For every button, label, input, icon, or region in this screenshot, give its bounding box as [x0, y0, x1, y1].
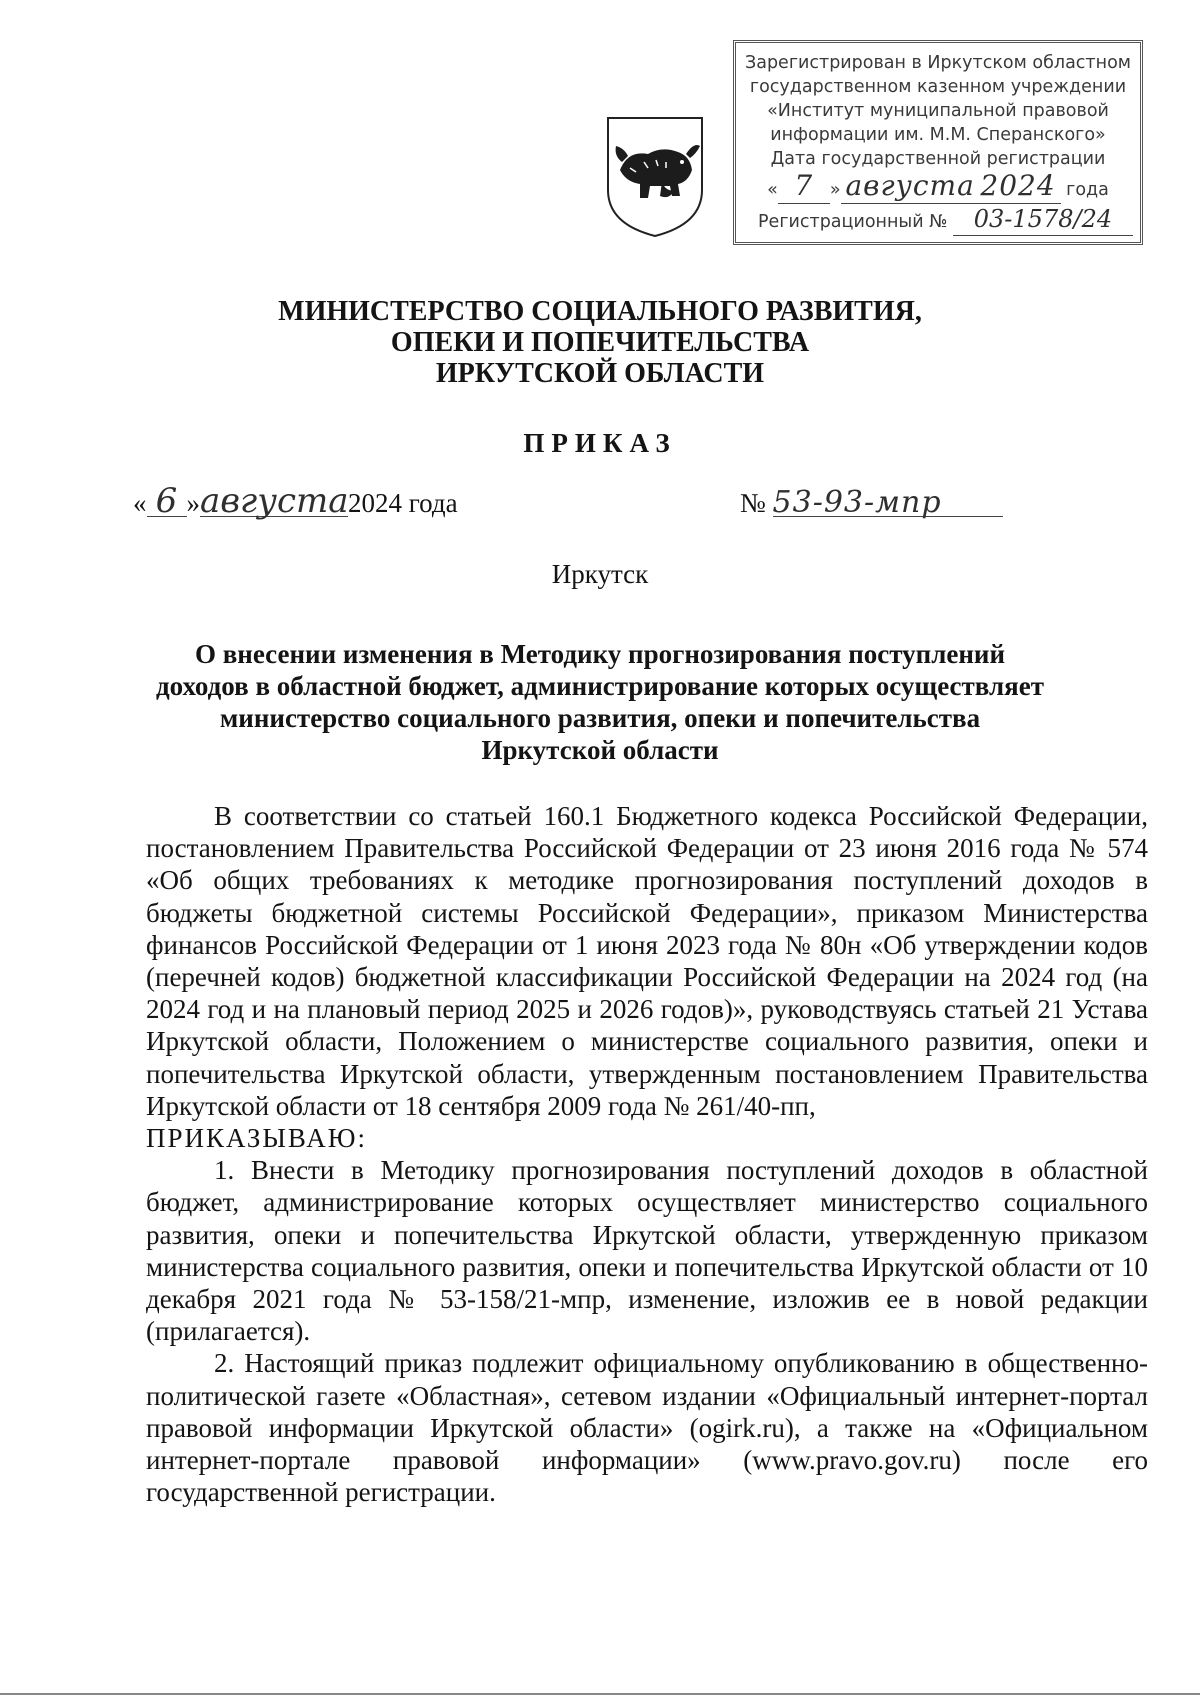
stamp-date-suffix: года	[1066, 180, 1109, 200]
stamp-date-open: «	[767, 180, 778, 200]
subject-line: доходов в областной бюджет, администрирование которых осуществляет	[155, 671, 1045, 701]
ministry-line: ОПЕКИ И ПОПЕЧИТЕЛЬСТВА	[390, 327, 810, 358]
stamp-registration-date	[736, 169, 1140, 204]
stamp-date-year: 2024	[980, 169, 1056, 202]
page-bottom-edge	[0, 1693, 1200, 1695]
subject-line: Иркутской области	[481, 735, 719, 765]
stamp-reg-label: Регистрационный №	[758, 212, 948, 232]
ministry-line: ИРКУТСКОЙ ОБЛАСТИ	[435, 358, 765, 389]
document-type-title: ПРИКАЗ	[523, 428, 677, 458]
ministry-line: МИНИСТЕРСТВО СОЦИАЛЬНОГО РАЗВИТИЯ,	[278, 296, 922, 327]
order-date-mid: »	[186, 488, 200, 518]
stamp-line: информации им. М.М. Сперанского»	[770, 125, 1106, 145]
stamp-registration-number	[736, 206, 1140, 236]
stamp-line: Зарегистрирован в Иркутском областном	[745, 53, 1131, 73]
stamp-reg-number: 03-1578/24	[973, 205, 1113, 233]
stamp-date-day: 7	[794, 169, 814, 202]
order-body	[146, 800, 1148, 1508]
order-subject	[150, 638, 1050, 766]
stamp-line: «Институт муниципальной правовой	[767, 101, 1109, 121]
order-date-open: «	[133, 488, 147, 518]
stamp-line: государственном казенном учреждении	[749, 77, 1127, 97]
preamble-paragraph: В соответствии со статьей 160.1 Бюджетного кодекса Российской Федерации, постановлением Правительства Российской Федерации от 23 июня 2016 года № 574 «Об общих требованиях к методике прогнозирования поступлений доходов в бюджеты бюджетной системы Российской Федерации», приказом Министерства финансов Российской Федерации от 1 июня 2023 года № 80н «Об утверждении кодов (перечней кодов) бюджетной классификации Российской Федерации на 2024 год (на 2024 год и на плановый период 2025 и 2026 годов)», руководствуясь статьей 21 Устава Иркутской области, Положением о министерстве социального развития, опеки и попечительства Иркутской области, утвержденным постановлением Правительства Иркутской области от 18 сентября 2009 года № 261/40-пп,	[146, 801, 1148, 1121]
subject-line: министерство социального развития, опеки и попечительства	[219, 703, 981, 733]
order-item-1: 1. Внести в Методику прогнозирования поступлений доходов в областной бюджет, администрирование которых осуществляет министерство социального развития, опеки и попечительства Иркутской области, утвержденную приказом министерства социального развития, опеки и попечительства Иркутской области от 10 декабря 2021 года № 53-158/21-мпр, изменение, изложив ее в новой редакции (прилагается).	[146, 1155, 1148, 1347]
order-item-2: 2. Настоящий приказ подлежит официальному опубликованию в общественно-политической газете «Областная», сетевом издании «Официальный интернет-портал правовой информации Иркутской области» (ogirk.ru), а также на «Официальном интернет-портале правовой информации» (www.pravo.gov.ru) после его государственной регистрации.	[146, 1348, 1148, 1508]
stamp-date-month: августа	[845, 169, 975, 202]
ministry-name	[0, 296, 1200, 389]
coat-of-arms-emblem	[600, 112, 710, 242]
subject-line: О внесении изменения в Методику прогнозирования поступлений	[194, 639, 1006, 669]
order-number-label: №	[740, 488, 766, 518]
registration-stamp	[733, 40, 1143, 245]
stamp-line: Дата государственной регистрации	[770, 149, 1106, 169]
order-number	[740, 485, 1003, 520]
order-number-value: 53-93-мпр	[772, 485, 942, 520]
order-date-day: 6	[155, 481, 178, 521]
order-date-month: августа	[200, 481, 349, 521]
stamp-date-mid: »	[829, 180, 841, 200]
order-word: ПРИКАЗЫВАЮ:	[146, 1123, 367, 1154]
order-date	[133, 481, 458, 521]
order-date-year: 2024 года	[348, 488, 458, 518]
city-name: Иркутск	[551, 559, 649, 589]
